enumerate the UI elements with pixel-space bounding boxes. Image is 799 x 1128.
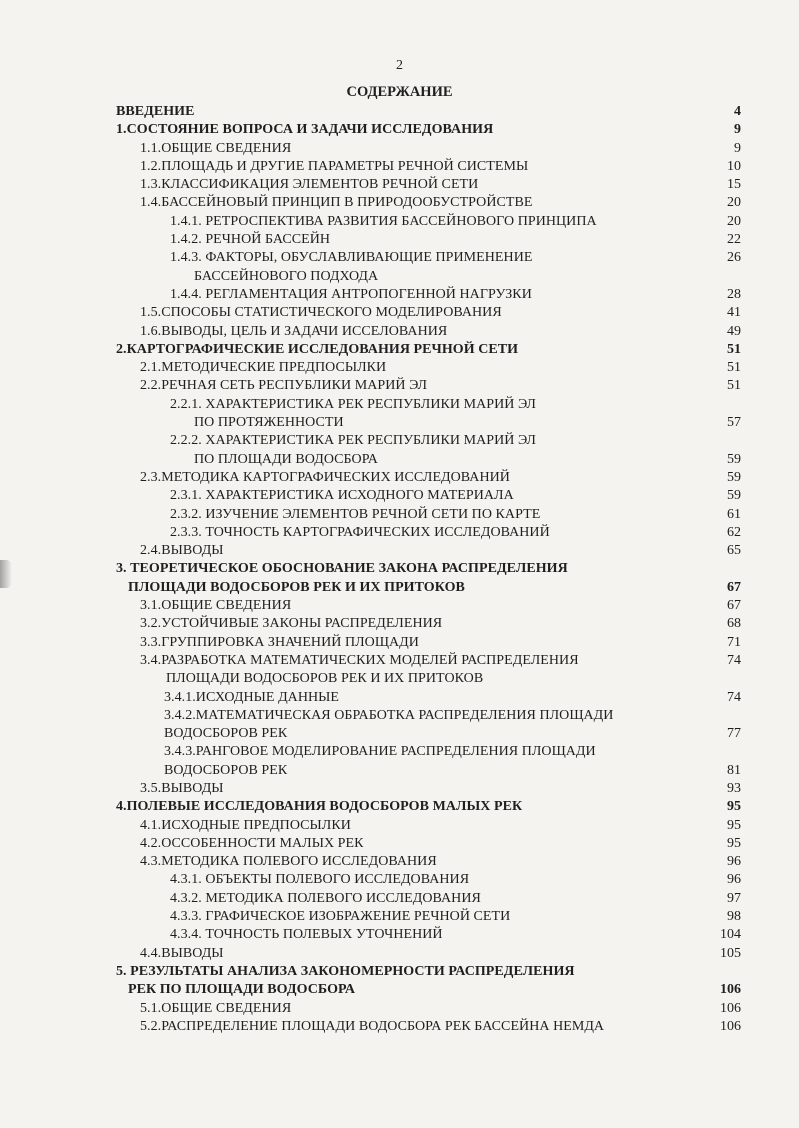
toc-entry-title: 3.5.ВЫВОДЫ — [140, 780, 224, 796]
toc-entry — [116, 926, 741, 944]
toc-entry-title: 2.4.ВЫВОДЫ — [140, 543, 224, 559]
toc-entry-page: 105 — [720, 945, 741, 961]
toc-entry-page: 104 — [720, 927, 741, 943]
toc-entry-title: 4.3.2. МЕТОДИКА ПОЛЕВОГО ИССЛЕДОВАНИЯ — [170, 890, 481, 906]
toc-entry-title: 4.3.4. ТОЧНОСТЬ ПОЛЕВЫХ УТОЧНЕНИЙ — [170, 927, 443, 943]
toc-entry-title: 1.4.БАССЕЙНОВЫЙ ПРИНЦИП В ПРИРОДООБУСТРОЙСТВЕ — [140, 195, 533, 211]
toc-entry-title: 1.4.3. ФАКТОРЫ, ОБУСЛАВЛИВАЮЩИЕ ПРИМЕНЕНИЕ — [170, 250, 533, 266]
toc-entry — [116, 194, 741, 212]
toc-entry-title: 3.4.2.МАТЕМАТИЧЕСКАЯ ОБРАБОТКА РАСПРЕДЕЛЕНИЯ ПЛОЩАДИ — [164, 707, 614, 723]
toc-entry — [116, 487, 741, 505]
toc-entry-title: 5.1.ОБЩИЕ СВЕДЕНИЯ — [140, 1000, 292, 1016]
toc-entry-page: 106 — [720, 1000, 741, 1016]
toc-entry-title: 5. РЕЗУЛЬТАТЫ АНАЛИЗА ЗАКОНОМЕРНОСТИ РАСПРЕДЕЛЕНИЯ — [116, 963, 575, 979]
toc-entry-title: 1.4.4. РЕГЛАМЕНТАЦИЯ АНТРОПОГЕННОЙ НАГРУЗКИ — [170, 286, 532, 302]
toc-entry-page: 59 — [727, 451, 741, 467]
toc-entry — [116, 176, 741, 194]
toc-entry — [116, 780, 741, 798]
toc-entry — [116, 231, 741, 249]
toc-entry-page: 20 — [727, 213, 741, 229]
toc-entry-page: 9 — [734, 140, 741, 156]
toc-entry-page: 98 — [727, 909, 741, 925]
toc-entry-page: 51 — [727, 341, 741, 357]
toc-entry-page: 59 — [727, 469, 741, 485]
toc-entry-page: 49 — [727, 323, 741, 339]
toc-entry — [116, 213, 741, 231]
toc-entry — [116, 689, 741, 707]
toc-entry-page: 26 — [727, 250, 741, 266]
toc-entry — [116, 506, 741, 524]
toc-entry — [116, 798, 741, 816]
toc-entry-title: 1.6.ВЫВОДЫ, ЦЕЛЬ И ЗАДАЧИ ИССЕЛОВАНИЯ — [140, 323, 448, 339]
toc-entry — [116, 158, 741, 176]
toc-entry-title-continued: ПО ПЛОЩАДИ ВОДОСБОРА — [194, 451, 378, 467]
toc-entry-page: 62 — [727, 524, 741, 540]
toc-entry-title: 2.3.2. ИЗУЧЕНИЕ ЭЛЕМЕНТОВ РЕЧНОЙ СЕТИ ПО КАРТЕ — [170, 506, 541, 522]
toc-entry — [116, 1000, 741, 1018]
toc-entry-page: 74 — [727, 689, 741, 705]
toc-entry — [116, 652, 741, 689]
toc-entry-title: 3.4.1.ИСХОДНЫЕ ДАННЫЕ — [164, 689, 340, 705]
toc-entry — [116, 469, 741, 487]
toc-entry-page: 67 — [727, 579, 741, 595]
toc-entry-title: 3.1.ОБЩИЕ СВЕДЕНИЯ — [140, 598, 292, 614]
toc-entry — [116, 103, 741, 121]
toc-entry-page: 67 — [727, 598, 741, 614]
scan-edge-mark — [0, 560, 12, 588]
toc-entry-title: 1.СОСТОЯНИЕ ВОПРОСА И ЗАДАЧИ ИССЛЕДОВАНИЯ — [116, 122, 494, 138]
toc-entry — [116, 890, 741, 908]
document-title: СОДЕРЖАНИЕ — [346, 84, 453, 100]
toc-entry — [116, 286, 741, 304]
toc-entry-page: 9 — [734, 122, 741, 138]
toc-entry-page: 96 — [727, 872, 741, 888]
toc-entry — [116, 323, 741, 341]
toc-entry — [116, 707, 741, 744]
toc-entry — [116, 121, 741, 139]
toc-entry-title: 3.3.ГРУППИРОВКА ЗНАЧЕНИЙ ПЛОЩАДИ — [140, 634, 419, 650]
toc-entry-page: 77 — [727, 726, 741, 742]
toc-entry — [116, 140, 741, 158]
toc-entry-page: 95 — [727, 817, 741, 833]
toc-entry-page: 10 — [727, 158, 741, 174]
toc-entry — [116, 249, 741, 286]
toc-entry — [116, 615, 741, 633]
toc-entry-title: 2.2.РЕЧНАЯ СЕТЬ РЕСПУБЛИКИ МАРИЙ ЭЛ — [140, 378, 428, 394]
toc-entry-title-continued: ВОДОСБОРОВ РЕК — [164, 726, 288, 742]
toc-entry-title: 4.ПОЛЕВЫЕ ИССЛЕДОВАНИЯ ВОДОСБОРОВ МАЛЫХ РЕК — [116, 799, 523, 815]
toc-entry-page: 68 — [727, 616, 741, 632]
toc-entry-title: 4.1.ИСХОДНЫЕ ПРЕДПОСЫЛКИ — [140, 817, 351, 833]
toc-entry — [116, 853, 741, 871]
toc-entry-page: 61 — [727, 506, 741, 522]
toc-entry-title: 4.2.ОССОБЕННОСТИ МАЛЫХ РЕК — [140, 835, 364, 851]
toc-entry-title: ВВЕДЕНИЕ — [116, 104, 195, 119]
toc-entry — [116, 743, 741, 780]
toc-entry — [116, 432, 741, 469]
toc-entry-title: 2.3.1. ХАРАКТЕРИСТИКА ИСХОДНОГО МАТЕРИАЛА — [170, 488, 514, 504]
toc-entry-title-continued: БАССЕЙНОВОГО ПОДХОДА — [194, 268, 379, 284]
toc-entry — [116, 945, 741, 963]
toc-entry — [116, 359, 741, 377]
toc-entry — [116, 634, 741, 652]
toc-entry-title: 2.КАРТОГРАФИЧЕСКИЕ ИССЛЕДОВАНИЯ РЕЧНОЙ СЕТИ — [116, 341, 519, 357]
toc-entry-page: 96 — [727, 854, 741, 870]
table-of-contents — [116, 103, 741, 1036]
toc-entry-title: 1.4.2. РЕЧНОЙ БАССЕЙН — [170, 232, 331, 248]
toc-entry — [116, 524, 741, 542]
toc-entry — [116, 908, 741, 926]
toc-entry-page: 95 — [727, 799, 741, 815]
toc-entry — [116, 341, 741, 359]
toc-entry-title: 1.2.ПЛОЩАДЬ И ДРУГИЕ ПАРАМЕТРЫ РЕЧНОЙ СИСТЕМЫ — [140, 158, 529, 174]
toc-entry-title: 4.3.МЕТОДИКА ПОЛЕВОГО ИССЛЕДОВАНИЯ — [140, 854, 437, 870]
toc-entry-title-continued: ВОДОСБОРОВ РЕК — [164, 762, 288, 778]
toc-entry-page: 74 — [727, 652, 741, 668]
toc-entry-page: 65 — [727, 543, 741, 559]
toc-entry-title: 3.4.РАЗРАБОТКА МАТЕМАТИЧЕСКИХ МОДЕЛЕЙ РАСПРЕДЕЛЕНИЯ — [140, 652, 579, 668]
toc-entry-title: 3. ТЕОРЕТИЧЕСКОЕ ОБОСНОВАНИЕ ЗАКОНА РАСПРЕДЕЛЕНИЯ — [116, 561, 568, 577]
toc-entry-page: 59 — [727, 488, 741, 504]
toc-entry-title-continued: РЕК ПО ПЛОЩАДИ ВОДОСБОРА — [128, 982, 355, 998]
toc-entry-title: 1.5.СПОСОБЫ СТАТИСТИЧЕСКОГО МОДЕЛИРОВАНИЯ — [140, 305, 502, 321]
toc-entry-page: 81 — [727, 762, 741, 778]
toc-entry-page: 15 — [727, 177, 741, 193]
toc-entry-title: 2.1.МЕТОДИЧЕСКИЕ ПРЕДПОСЫЛКИ — [140, 360, 387, 376]
toc-entry — [116, 963, 741, 1000]
toc-entry-page: 106 — [720, 982, 741, 998]
toc-entry — [116, 871, 741, 889]
toc-entry-title-continued: ПЛОЩАДИ ВОДОСБОРОВ РЕК И ИХ ПРИТОКОВ — [166, 671, 484, 687]
toc-entry-page: 71 — [727, 634, 741, 650]
toc-entry-page: 95 — [727, 835, 741, 851]
toc-entry-title: 1.3.КЛАССИФИКАЦИЯ ЭЛЕМЕНТОВ РЕЧНОЙ СЕТИ — [140, 177, 479, 193]
toc-entry-title: 4.3.3. ГРАФИЧЕСКОЕ ИЗОБРАЖЕНИЕ РЕЧНОЙ СЕТИ — [170, 909, 511, 925]
toc-entry-title: 4.4.ВЫВОДЫ — [140, 945, 224, 961]
toc-entry — [116, 542, 741, 560]
toc-entry-title: 5.2.РАСПРЕДЕЛЕНИЕ ПЛОЩАДИ ВОДОСБОРА РЕК БАССЕЙНА НЕМДА — [140, 1018, 605, 1034]
toc-entry-page: 28 — [727, 286, 741, 302]
toc-entry-title: 1.4.1. РЕТРОСПЕКТИВА РАЗВИТИЯ БАССЕЙНОВОГО ПРИНЦИПА — [170, 213, 597, 229]
toc-entry — [116, 817, 741, 835]
toc-entry-title: 2.3.3. ТОЧНОСТЬ КАРТОГРАФИЧЕСКИХ ИССЛЕДОВАНИЙ — [170, 524, 550, 540]
toc-entry-page: 57 — [727, 415, 741, 431]
toc-entry-page: 51 — [727, 378, 741, 394]
toc-entry-page: 22 — [727, 232, 741, 248]
toc-entry-title-continued: ПО ПРОТЯЖЕННОСТИ — [194, 415, 344, 431]
toc-entry-title: 1.1.ОБЩИЕ СВЕДЕНИЯ — [140, 140, 292, 156]
toc-entry-title: 4.3.1. ОБЪЕКТЫ ПОЛЕВОГО ИССЛЕДОВАНИЯ — [170, 872, 470, 888]
toc-entry — [116, 560, 741, 597]
page-number: 2 — [396, 58, 403, 73]
toc-entry — [116, 835, 741, 853]
toc-entry — [116, 304, 741, 322]
toc-entry — [116, 597, 741, 615]
toc-entry-title-continued: ПЛОЩАДИ ВОДОСБОРОВ РЕК И ИХ ПРИТОКОВ — [128, 579, 465, 595]
toc-entry — [116, 396, 741, 433]
toc-entry-title: 2.3.МЕТОДИКА КАРТОГРАФИЧЕСКИХ ИССЛЕДОВАНИЙ — [140, 469, 510, 485]
toc-entry-page: 20 — [727, 195, 741, 211]
toc-entry — [116, 1018, 741, 1036]
toc-entry-page: 106 — [720, 1018, 741, 1034]
toc-entry-title: 2.2.1. ХАРАКТЕРИСТИКА РЕК РЕСПУБЛИКИ МАРИЙ ЭЛ — [170, 396, 536, 412]
toc-entry-title: 3.2.УСТОЙЧИВЫЕ ЗАКОНЫ РАСПРЕДЕЛЕНИЯ — [140, 616, 443, 632]
toc-entry — [116, 377, 741, 395]
toc-entry-page: 4 — [734, 104, 741, 119]
toc-entry-page: 97 — [727, 890, 741, 906]
toc-entry-page: 93 — [727, 780, 741, 796]
toc-entry-page: 41 — [727, 305, 741, 321]
toc-entry-page: 51 — [727, 360, 741, 376]
toc-entry-title: 2.2.2. ХАРАКТЕРИСТИКА РЕК РЕСПУБЛИКИ МАРИЙ ЭЛ — [170, 433, 536, 449]
toc-entry-title: 3.4.3.РАНГОВОЕ МОДЕЛИРОВАНИЕ РАСПРЕДЕЛЕНИЯ ПЛОЩАДИ — [164, 744, 596, 760]
